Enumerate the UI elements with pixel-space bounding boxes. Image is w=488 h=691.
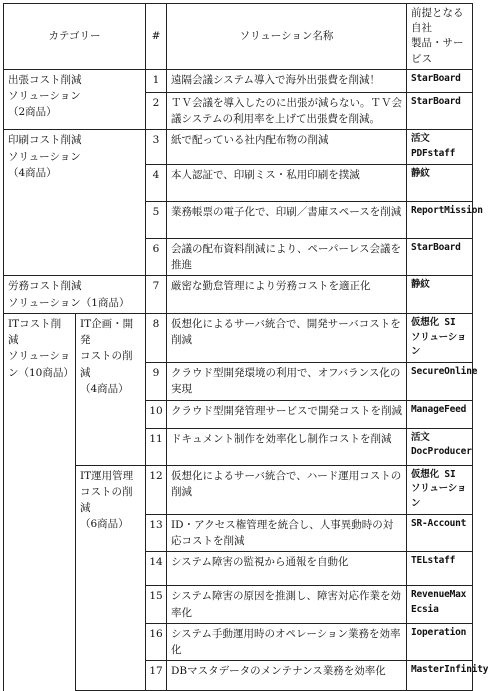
- solution-name: ドキュメント制作を効率化し制作コストを削減: [167, 428, 407, 465]
- category-it: ITコスト削減 ソリューション（10商品）: [4, 313, 76, 690]
- row-number: 15: [146, 586, 167, 624]
- table-row: [4, 130, 473, 164]
- header-product: 前提となる自社 製品・サービス: [407, 4, 473, 70]
- solution-name: DBマスタデータのメンテナンス業務を効率化: [167, 661, 407, 691]
- solution-name: 業務帳票の電子化で、印刷／書庫スペースを削減: [167, 201, 407, 238]
- product-name: 仮想化 SI ソリューション: [407, 313, 473, 362]
- category-labor: 労務コスト削減 ソリューション（1商品）: [4, 276, 146, 314]
- row-number: 3: [146, 130, 167, 164]
- solution-table-container: [3, 3, 488, 691]
- product-name: RevenueMax Ecsia: [407, 586, 473, 624]
- product-name: ManageFeed: [407, 400, 473, 428]
- solution-name: 仮想化によるサーバ統合で、ハード運用コストの削減: [167, 465, 407, 514]
- row-number: 11: [146, 428, 167, 465]
- product-name: 活文 DocProducer: [407, 428, 473, 465]
- solution-name: 本人認証で、印刷ミス・私用印刷を撲滅: [167, 164, 407, 201]
- solution-name: ID・アクセス権管理を統合し、人事異動時の対応コストを削減: [167, 514, 407, 552]
- product-name: SecureOnline: [407, 363, 473, 401]
- product-name: MasterInfinity: [407, 661, 473, 691]
- header-row: [4, 4, 473, 70]
- product-name: Ioperation: [407, 623, 473, 661]
- solution-name: 会議の配布資料削減により、ペーパーレス会議を推進: [167, 238, 407, 276]
- product-name: 仮想化 SI ソリューション: [407, 465, 473, 514]
- solution-name: クラウド型開発管理サービスで開発コストを削減: [167, 400, 407, 428]
- category-travel: 出張コスト削減 ソリューション （2商品）: [4, 69, 146, 130]
- product-name: StarBoard: [407, 92, 473, 130]
- row-number: 13: [146, 514, 167, 552]
- product-name: ReportMission: [407, 201, 473, 238]
- solution-table: [3, 3, 488, 691]
- row-number: 2: [146, 92, 167, 130]
- product-name: StarBoard: [407, 238, 473, 276]
- category-print: 印刷コスト削減 ソリューション （4商品）: [4, 130, 146, 276]
- row-number: 8: [146, 313, 167, 362]
- category-it-ops: IT運用管理 コストの削減 （6商品）: [76, 465, 146, 691]
- product-name: SR-Account: [407, 514, 473, 552]
- row-number: 5: [146, 201, 167, 238]
- solution-name: システム障害の原因を推測し、障害対応作業を効率化: [167, 586, 407, 624]
- product-name: TELstaff: [407, 552, 473, 586]
- row-number: 1: [146, 69, 167, 92]
- solution-name: 厳密な勤怠管理により労務コストを適正化: [167, 276, 407, 314]
- row-number: 10: [146, 400, 167, 428]
- row-number: 14: [146, 552, 167, 586]
- table-row: [4, 69, 473, 92]
- row-number: 16: [146, 623, 167, 661]
- row-number: 6: [146, 238, 167, 276]
- solution-name: システム手動運用時のオペレーション業務を効率化: [167, 623, 407, 661]
- solution-name: 紙で配っている社内配布物の削減: [167, 130, 407, 164]
- row-number: 9: [146, 363, 167, 401]
- header-num: #: [146, 4, 167, 70]
- product-name: 活文 PDFstaff: [407, 130, 473, 164]
- row-number: 12: [146, 465, 167, 514]
- row-number: 17: [146, 661, 167, 691]
- solution-name: システム障害の監視から通報を自動化: [167, 552, 407, 586]
- row-number: 7: [146, 276, 167, 314]
- row-number: 4: [146, 164, 167, 201]
- solution-name: 仮想化によるサーバ統合で、開発サーバコストを削減: [167, 313, 407, 362]
- product-name: 静紋: [407, 276, 473, 314]
- header-category: カテゴリー: [4, 4, 146, 70]
- product-name: StarBoard: [407, 69, 473, 92]
- category-it-dev: IT企画・開発 コストの削減 （4商品）: [76, 313, 146, 465]
- header-solution: ソリューション名称: [167, 4, 407, 70]
- table-row: [4, 276, 473, 314]
- table-row: [4, 313, 473, 362]
- solution-name: 遠隔会議システム導入で海外出張費を削減！: [167, 69, 407, 92]
- product-name: 静紋: [407, 164, 473, 201]
- solution-name: クラウド型開発環境の利用で、オフバランス化の実現: [167, 363, 407, 401]
- solution-name: ＴＶ会議を導入したのに出張が減らない。ＴＶ会議システムの利用率を上げて出張費を削減。: [167, 92, 407, 130]
